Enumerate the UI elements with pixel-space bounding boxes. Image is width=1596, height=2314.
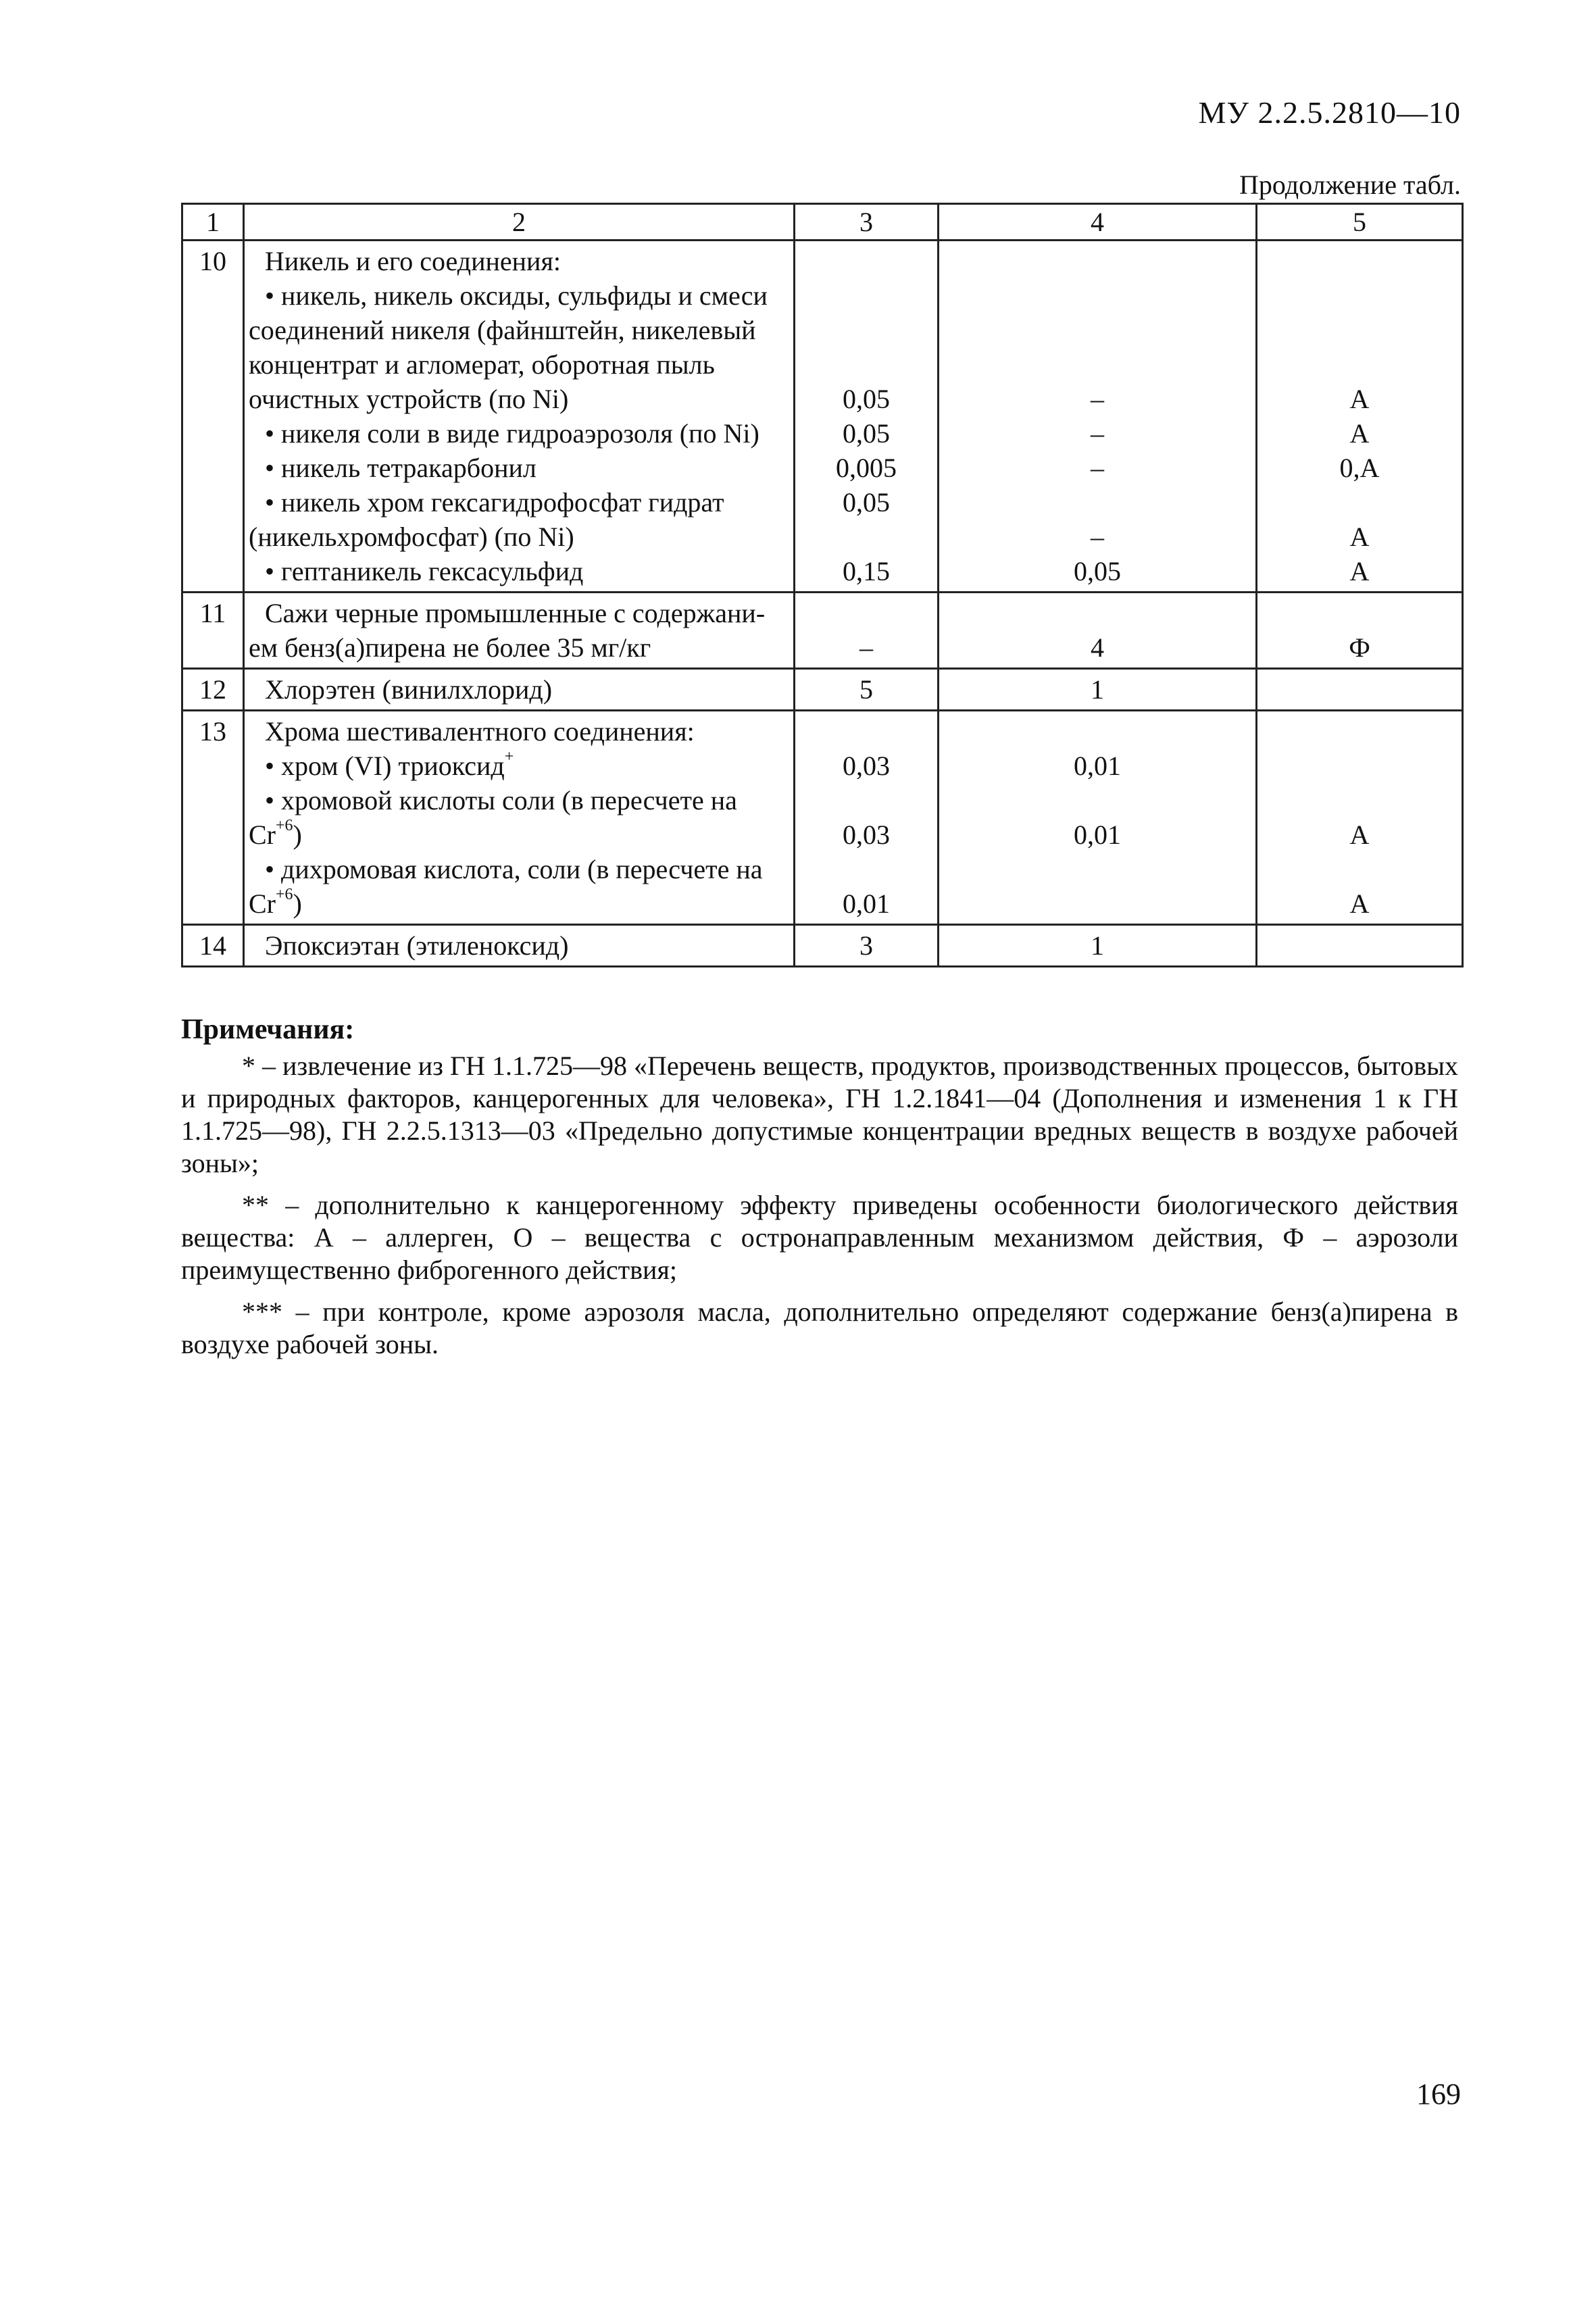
substance-text: • дихромовая кислота, соли (в пересчете на bbox=[265, 854, 763, 884]
value: А bbox=[1349, 888, 1370, 919]
value: 4 bbox=[1091, 632, 1104, 663]
value-cell-v5 bbox=[1257, 669, 1463, 711]
column-number: 5 bbox=[1257, 204, 1463, 241]
value: – bbox=[1091, 453, 1104, 483]
value: 3 bbox=[859, 930, 873, 961]
table-row bbox=[182, 669, 1463, 711]
substance-line bbox=[249, 852, 789, 886]
value: 0,03 bbox=[843, 751, 890, 781]
value bbox=[795, 714, 937, 749]
substance-name-cell bbox=[244, 925, 795, 967]
substance-line bbox=[249, 313, 789, 347]
value: 0,05 bbox=[843, 384, 890, 414]
substance-text: ем бенз(а)пирена не более 35 мг/кг bbox=[249, 632, 651, 663]
substance-name-cell bbox=[244, 593, 795, 669]
substance-line bbox=[249, 278, 789, 313]
value bbox=[939, 596, 1255, 630]
value-cell-v4 bbox=[939, 925, 1257, 967]
value bbox=[1257, 783, 1462, 818]
value: 0,01 bbox=[843, 888, 890, 919]
substance-line bbox=[249, 520, 789, 554]
value bbox=[939, 714, 1255, 749]
value: Ф bbox=[1349, 632, 1370, 663]
note-item bbox=[181, 1189, 1458, 1286]
row-number: 10 bbox=[182, 241, 244, 593]
substance-text: • хромовой кислоты соли (в пересчете на bbox=[265, 785, 737, 815]
page-number: 169 bbox=[1416, 2078, 1461, 2111]
value-cell-v5 bbox=[1257, 241, 1463, 593]
value bbox=[1257, 749, 1462, 783]
superscript: +6 bbox=[276, 885, 293, 903]
substance-text: • хром (VI) триоксид bbox=[265, 751, 505, 781]
value: А bbox=[1349, 418, 1370, 449]
substance-text: Сажи черные промышленные с содержани- bbox=[265, 598, 766, 628]
substance-name-cell bbox=[244, 711, 795, 925]
value: 0,05 bbox=[843, 487, 890, 518]
value: А bbox=[1349, 556, 1370, 586]
table-row bbox=[182, 925, 1463, 967]
value-cell-v5 bbox=[1257, 925, 1463, 967]
substance-text: Никель и его соединения: bbox=[265, 246, 561, 276]
value bbox=[795, 313, 937, 347]
value bbox=[795, 596, 937, 630]
value: – bbox=[859, 632, 873, 663]
value bbox=[939, 886, 1255, 921]
substance-line bbox=[249, 672, 789, 707]
value bbox=[1257, 714, 1462, 749]
value bbox=[795, 520, 937, 554]
value: 0,А bbox=[1339, 453, 1380, 483]
value-cell-v5 bbox=[1257, 711, 1463, 925]
substance-line bbox=[249, 485, 789, 520]
value bbox=[1257, 852, 1462, 886]
value-cell-v3 bbox=[795, 925, 939, 967]
value bbox=[939, 313, 1255, 347]
value bbox=[1257, 928, 1462, 963]
notes-section bbox=[181, 1013, 1458, 1370]
value: А bbox=[1349, 522, 1370, 552]
value-cell-v3 bbox=[795, 593, 939, 669]
substance-line bbox=[249, 928, 789, 963]
column-number: 4 bbox=[939, 204, 1257, 241]
substance-line bbox=[249, 783, 789, 818]
substance-text: Cr bbox=[249, 888, 276, 919]
value: 1 bbox=[1091, 930, 1104, 961]
substance-line bbox=[249, 554, 789, 588]
note-text: ** – дополнительно к канцерогенному эффекту приведены особенности биологического действия вещества: А – аллерген, О – вещества с остронаправленным механизмом действия, Ф – аэрозоли преимущественно фиброгенного действия; bbox=[181, 1190, 1458, 1285]
value: 1 bbox=[1091, 674, 1104, 705]
substance-text: • никель тетракарбонил bbox=[265, 453, 537, 483]
value: – bbox=[1091, 418, 1104, 449]
value bbox=[1257, 278, 1462, 313]
substance-text: Хлорэтен (винилхлорид) bbox=[265, 674, 553, 705]
substance-text: ) bbox=[293, 888, 302, 919]
value bbox=[1257, 672, 1462, 707]
substance-text: соединений никеля (файнштейн, никелевый bbox=[249, 315, 756, 345]
substance-line bbox=[249, 451, 789, 485]
table-row bbox=[182, 241, 1463, 593]
column-number-row bbox=[182, 204, 1463, 241]
notes-title: Примечания: bbox=[181, 1014, 355, 1045]
substance-text: Эпоксиэтан (этиленоксид) bbox=[265, 930, 569, 961]
value bbox=[795, 244, 937, 278]
value bbox=[939, 783, 1255, 818]
substance-line bbox=[249, 596, 789, 630]
substance-line bbox=[249, 886, 789, 921]
row-number: 12 bbox=[182, 669, 244, 711]
substance-text: • никель, никель оксиды, сульфиды и смеси bbox=[265, 280, 768, 311]
substance-name-cell bbox=[244, 241, 795, 593]
value: А bbox=[1349, 384, 1370, 414]
value: 5 bbox=[859, 674, 873, 705]
value bbox=[795, 783, 937, 818]
value-cell-v3 bbox=[795, 241, 939, 593]
substance-text: • никель хром гексагидрофосфат гидрат bbox=[265, 487, 724, 518]
substance-text: (никельхромфосфат) (по Ni) bbox=[249, 522, 574, 552]
substance-name-cell bbox=[244, 669, 795, 711]
value bbox=[1257, 244, 1462, 278]
note-item bbox=[181, 1050, 1458, 1180]
value: 0,01 bbox=[1074, 820, 1121, 850]
substance-line bbox=[249, 416, 789, 451]
substance-text: • гептаникель гексасульфид bbox=[265, 556, 584, 586]
value bbox=[1257, 596, 1462, 630]
value bbox=[1257, 485, 1462, 520]
value-cell-v3 bbox=[795, 711, 939, 925]
table-row bbox=[182, 593, 1463, 669]
value: 0,05 bbox=[843, 418, 890, 449]
value bbox=[939, 485, 1255, 520]
column-number: 3 bbox=[795, 204, 939, 241]
substance-text: • никеля соли в виде гидроаэрозоля (по Ni) bbox=[265, 418, 759, 449]
table-row bbox=[182, 711, 1463, 925]
substance-line bbox=[249, 749, 789, 783]
substance-text: Cr bbox=[249, 820, 276, 850]
row-number: 13 bbox=[182, 711, 244, 925]
value bbox=[939, 852, 1255, 886]
substance-line bbox=[249, 714, 789, 749]
value-cell-v5 bbox=[1257, 593, 1463, 669]
value-cell-v3 bbox=[795, 669, 939, 711]
value: 0,05 bbox=[1074, 556, 1121, 586]
value bbox=[939, 278, 1255, 313]
substances-table bbox=[181, 203, 1464, 967]
value: А bbox=[1349, 820, 1370, 850]
substance-line bbox=[249, 244, 789, 278]
substance-text: Хрома шестивалентного соединения: bbox=[265, 716, 695, 747]
superscript: + bbox=[504, 747, 514, 765]
row-number: 11 bbox=[182, 593, 244, 669]
note-text: * – извлечение из ГН 1.1.725—98 «Перечень веществ, продуктов, производственных процессов, бытовых и природных факторов, канцерогенных для человека», ГН 1.2.1841—04 (Дополнения и изменения 1 к ГН 1.1.725—98), ГН 2.2.5.1313—03 «Предельно допустимые концентрации вредных веществ в воздухе рабочей зоны»; bbox=[181, 1051, 1458, 1178]
row-number: 14 bbox=[182, 925, 244, 967]
value bbox=[1257, 313, 1462, 347]
value: 0,15 bbox=[843, 556, 890, 586]
substance-text: концентрат и агломерат, оборотная пыль bbox=[249, 349, 715, 380]
document-code: МУ 2.2.5.2810—10 bbox=[1198, 95, 1461, 130]
value: 0,03 bbox=[843, 820, 890, 850]
table-continuation-label: Продолжение табл. bbox=[1239, 170, 1461, 200]
value bbox=[795, 852, 937, 886]
value: 0,005 bbox=[836, 453, 897, 483]
value bbox=[939, 347, 1255, 382]
value-cell-v4 bbox=[939, 711, 1257, 925]
substance-text: ) bbox=[293, 820, 302, 850]
value bbox=[1257, 347, 1462, 382]
column-number: 1 bbox=[182, 204, 244, 241]
value bbox=[795, 278, 937, 313]
substance-line bbox=[249, 630, 789, 665]
value: – bbox=[1091, 384, 1104, 414]
value: 0,01 bbox=[1074, 751, 1121, 781]
substance-line bbox=[249, 347, 789, 382]
note-item bbox=[181, 1296, 1458, 1361]
value-cell-v4 bbox=[939, 593, 1257, 669]
substance-line bbox=[249, 818, 789, 852]
substance-line bbox=[249, 382, 789, 416]
superscript: +6 bbox=[276, 816, 293, 834]
note-text: *** – при контроле, кроме аэрозоля масла, дополнительно определяют содержание бенз(а)пирена в воздухе рабочей зоны. bbox=[181, 1297, 1458, 1359]
substance-text: очистных устройств (по Ni) bbox=[249, 384, 569, 414]
value-cell-v4 bbox=[939, 669, 1257, 711]
value: – bbox=[1091, 522, 1104, 552]
column-number: 2 bbox=[244, 204, 795, 241]
value-cell-v4 bbox=[939, 241, 1257, 593]
value bbox=[795, 347, 937, 382]
value bbox=[939, 244, 1255, 278]
